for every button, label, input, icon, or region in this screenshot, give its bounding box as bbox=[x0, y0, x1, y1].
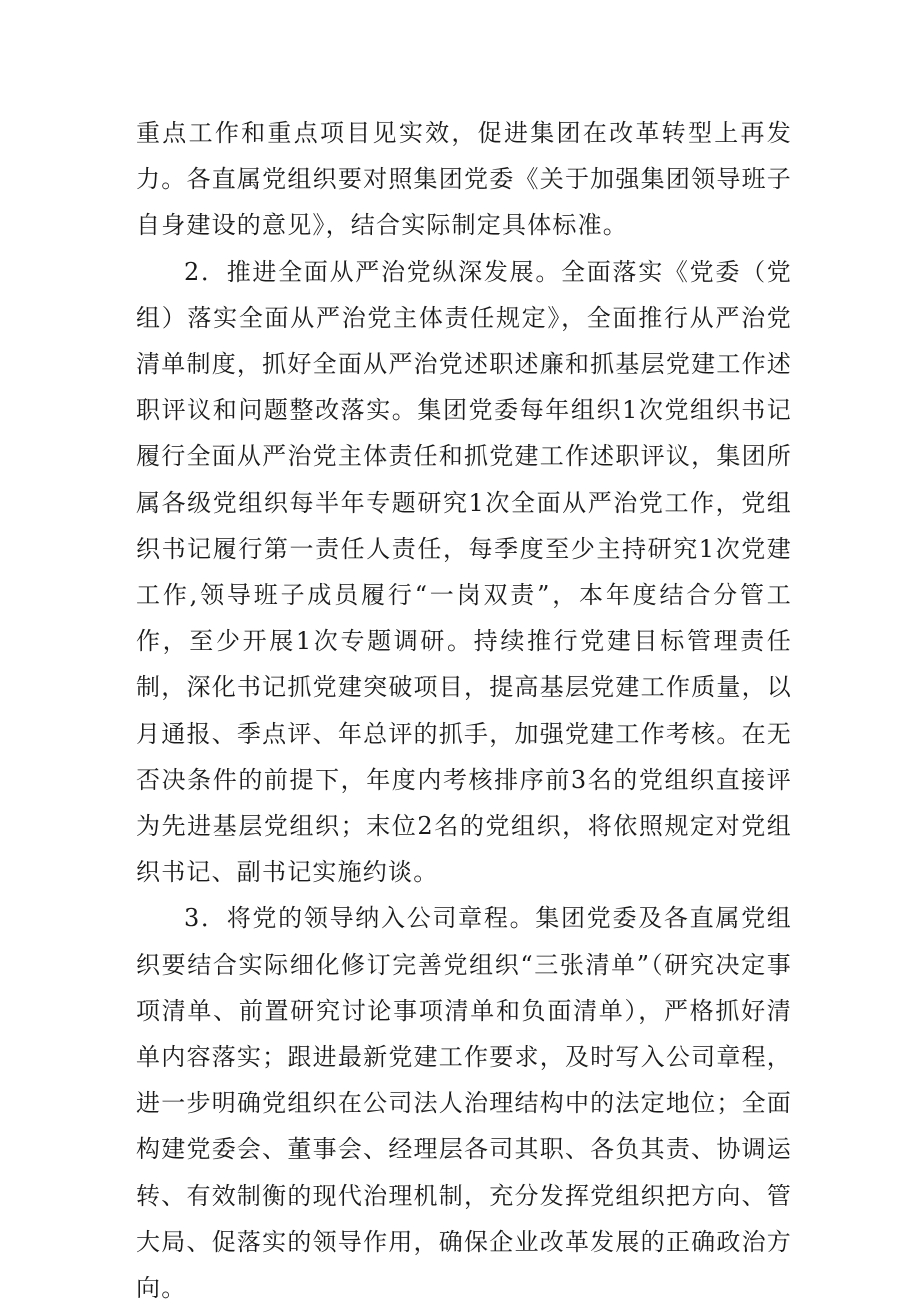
paragraph-item-2: 2．推进全面从严治党纵深发展。全面落实《党委（党组）落实全面从严治党主体责任规定》，全面推行从严治党清单制度，抓好全面从严治党述职述廉和抓基层党建工作述职评议和问题整改落实。集团党委每年组织1次党组织书记履行全面从严治党主体责任和抓党建工作述职评议，集团所属各级党组织每半年专题研究1次全面从严治党工作，党组织书记履行第一责任人责任，每季度至少主持研究1次党建工作,领导班子成员履行“一岗双责”，本年度结合分管工作，至少开展1次专题调研。持续推行党建目标管理责任制，深化书记抓党建突破项目，提高基层党建工作质量，以月通报、季点评、年总评的抓手，加强党建工作考核。在无否决条件的前提下，年度内考核排序前3名的党组织直接评为先进基层党组织；末位2名的党组织，将依照规定对党组织书记、副书记实施约谈。 bbox=[136, 257, 792, 887]
paragraph-item-3: 3．将党的领导纳入公司章程。集团党委及各直属党组织要结合实际细化修订完善党组织“三张清单”（研究决定事项清单、前置研究讨论事项清单和负面清单），严格抓好清单内容落实；跟进最新党建工作要求，及时写入公司章程，进一步明确党组织在公司法人治理结构中的法定地位；全面构建党委会、董事会、经理层各司其职、各负其责、协调运转、有效制衡的现代治理机制，充分发挥党组织把方向、管大局、促落实的领导作用，确保企业改革发展的正确政治方向。 bbox=[136, 904, 792, 1303]
paragraph-continuation: 重点工作和重点项目见实效，促进集团在改革转型上再发力。各直属党组织要对照集团党委《关于加强集团领导班子自身建设的意见》，结合实际制定具体标准。 bbox=[136, 119, 792, 240]
